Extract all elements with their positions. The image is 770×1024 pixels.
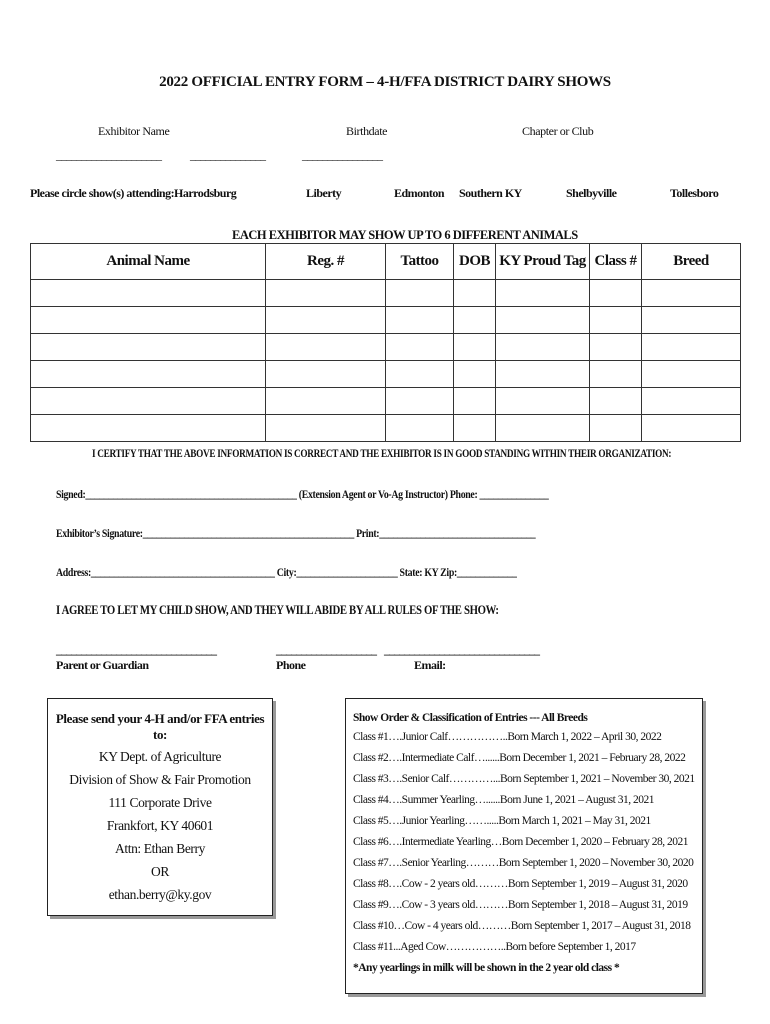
address-line: 111 Corporate Drive [108, 795, 212, 810]
parent-signature-field[interactable]: ________________________________ [56, 643, 216, 657]
class-line: Class #3….Senior Calf…………...Born September 1, 2021 – November 30, 2021 [353, 773, 695, 785]
animals-table [30, 243, 741, 442]
table-cell[interactable] [590, 388, 642, 415]
certify-text [92, 444, 770, 462]
address-line[interactable] [56, 563, 618, 581]
table-cell[interactable] [31, 307, 266, 334]
table-cell[interactable] [642, 334, 741, 361]
send-entries-address [48, 745, 272, 906]
table-cell[interactable] [266, 334, 386, 361]
table-cell[interactable] [642, 280, 741, 307]
form-title: 2022 OFFICIAL ENTRY FORM – 4-H/FFA DISTRICT DAIRY SHOWS [159, 74, 611, 90]
table-row [31, 415, 741, 442]
email-address[interactable]: ethan.berry@ky.gov [108, 887, 212, 902]
address-line-text: Address:________________________________________ City:______________________ State: KY Zip:_____________ [56, 565, 517, 579]
table-cell[interactable] [496, 415, 590, 442]
table-cell[interactable] [642, 307, 741, 334]
table-row [31, 307, 741, 334]
col-dob: DOB [454, 244, 496, 280]
table-cell[interactable] [496, 361, 590, 388]
class-line: Class #1….Junior Calf……………..Born March 1, 2022 – April 30, 2022 [353, 731, 662, 743]
table-cell[interactable] [496, 388, 590, 415]
parent-label: Parent or Guardian [56, 658, 149, 672]
table-cell[interactable] [31, 334, 266, 361]
table-cell[interactable] [386, 307, 454, 334]
email-label: Email: [414, 658, 446, 672]
table-cell[interactable] [266, 415, 386, 442]
table-cell[interactable] [31, 415, 266, 442]
table-cell[interactable] [496, 334, 590, 361]
table-cell[interactable] [590, 280, 642, 307]
class-line: Class #5….Junior Yearling…….....Born March 1, 2021 – May 31, 2021 [353, 815, 651, 827]
table-cell[interactable] [454, 361, 496, 388]
class-line: Class #2….Intermediate Calf…......Born December 1, 2021 – February 28, 2022 [353, 752, 686, 764]
address-line: Division of Show & Fair Promotion [69, 772, 251, 787]
phone-field[interactable]: ____________________ [276, 643, 376, 657]
col-reg: Reg. # [266, 244, 386, 280]
class-line: Class #7….Senior Yearling………Born September 1, 2020 – November 30, 2020 [353, 857, 694, 869]
class-line: Class #6….Intermediate Yearling…Born December 1, 2020 – February 28, 2021 [353, 836, 688, 848]
table-cell[interactable] [590, 415, 642, 442]
address-line: OR [151, 864, 169, 879]
signed-line[interactable] [56, 485, 657, 503]
exhibitor-name-field[interactable]: _____________________ [56, 148, 161, 162]
exhibitor-signature-line[interactable] [56, 524, 641, 542]
show-option-liberty[interactable]: Liberty [306, 186, 342, 200]
table-cell[interactable] [642, 388, 741, 415]
show-option-shelbyville[interactable]: Shelbyville [566, 186, 617, 200]
table-row [31, 361, 741, 388]
show-option-southern-ky[interactable]: Southern KY [459, 186, 522, 200]
shows-prompt: Please circle show(s) attending: [30, 186, 175, 200]
phone-label: Phone [276, 658, 306, 672]
send-entries-box [47, 698, 273, 916]
address-line: Attn: Ethan Berry [115, 841, 205, 856]
table-cell[interactable] [496, 280, 590, 307]
table-cell[interactable] [454, 334, 496, 361]
table-cell[interactable] [266, 307, 386, 334]
table-cell[interactable] [590, 334, 642, 361]
table-cell[interactable] [454, 388, 496, 415]
table-cell[interactable] [31, 361, 266, 388]
table-cell[interactable] [454, 307, 496, 334]
send-entries-heading: Please send your 4-H and/or FFA entries to: [55, 711, 265, 742]
class-line: Class #4….Summer Yearling…......Born June 1, 2021 – August 31, 2021 [353, 794, 654, 806]
table-cell[interactable] [590, 361, 642, 388]
table-cell[interactable] [386, 415, 454, 442]
table-row [31, 388, 741, 415]
table-cell[interactable] [386, 280, 454, 307]
table-cell[interactable] [31, 388, 266, 415]
classification-heading: Show Order & Classification of Entries --- All Breeds [353, 712, 588, 724]
table-cell[interactable] [642, 415, 741, 442]
show-option-edmonton[interactable]: Edmonton [394, 186, 445, 200]
show-option-harrodsburg[interactable]: Harrodsburg [174, 186, 237, 200]
certify-text-inner: I CERTIFY THAT THE ABOVE INFORMATION IS CORRECT AND THE EXHIBITOR IS IN GOOD STANDING WITHIN THEIR ORGANIZATION: [92, 446, 672, 460]
table-cell[interactable] [642, 361, 741, 388]
class-line: Class #11...Aged Cow……………..Born before September 1, 2017 [353, 941, 636, 953]
table-cell[interactable] [454, 280, 496, 307]
table-caption: EACH EXHIBITOR MAY SHOW UP TO 6 DIFFERENT ANIMALS [232, 228, 578, 242]
address-line: KY Dept. of Agriculture [98, 749, 222, 764]
col-ky-proud-tag: KY Proud Tag [496, 244, 590, 280]
yearlings-note: *Any yearlings in milk will be shown in the 2 year old class * [353, 962, 620, 974]
email-field[interactable]: _______________________________ [384, 643, 539, 657]
birthdate-field[interactable]: _______________ [190, 148, 265, 162]
col-class: Class # [590, 244, 642, 280]
table-header-row [31, 244, 741, 280]
exhibitor-signature-text: Exhibitor’s Signature:______________________________________________ Print:__________________________________ [56, 526, 536, 540]
table-cell[interactable] [496, 307, 590, 334]
agree-text-inner: I AGREE TO LET MY CHILD SHOW, AND THEY WILL ABIDE BY ALL RULES OF THE SHOW: [56, 603, 499, 617]
table-cell[interactable] [266, 280, 386, 307]
table-row [31, 334, 741, 361]
table-cell[interactable] [31, 280, 266, 307]
table-cell[interactable] [454, 415, 496, 442]
col-breed: Breed [642, 244, 741, 280]
class-line: Class #10…Cow - 4 years old………Born September 1, 2017 – August 31, 2018 [353, 920, 691, 932]
table-cell[interactable] [266, 361, 386, 388]
table-cell[interactable] [266, 388, 386, 415]
class-line: Class #9….Cow - 3 years old………Born September 1, 2018 – August 31, 2019 [353, 899, 688, 911]
exhibitor-name-label: Exhibitor Name [98, 124, 170, 138]
classification-box [345, 698, 703, 994]
classification-content [346, 699, 702, 979]
address-line: Frankfort, KY 40601 [106, 818, 214, 833]
chapter-field[interactable]: ________________ [302, 148, 382, 162]
table-cell[interactable] [386, 334, 454, 361]
chapter-label: Chapter or Club [522, 124, 594, 138]
col-animal-name: Animal Name [31, 244, 266, 280]
table-cell[interactable] [590, 307, 642, 334]
table-cell[interactable] [386, 361, 454, 388]
agree-text [56, 601, 571, 619]
table-row [31, 280, 741, 307]
table-cell[interactable] [386, 388, 454, 415]
col-tattoo: Tattoo [386, 244, 454, 280]
show-option-tollesboro[interactable]: Tollesboro [670, 186, 719, 200]
signed-line-text: Signed:______________________________________________ (Extension Agent or Vo-Ag Instructor) Phone: _______________ [56, 487, 549, 501]
birthdate-label: Birthdate [346, 124, 388, 138]
class-line: Class #8….Cow - 2 years old………Born September 1, 2019 – August 31, 2020 [353, 878, 688, 890]
